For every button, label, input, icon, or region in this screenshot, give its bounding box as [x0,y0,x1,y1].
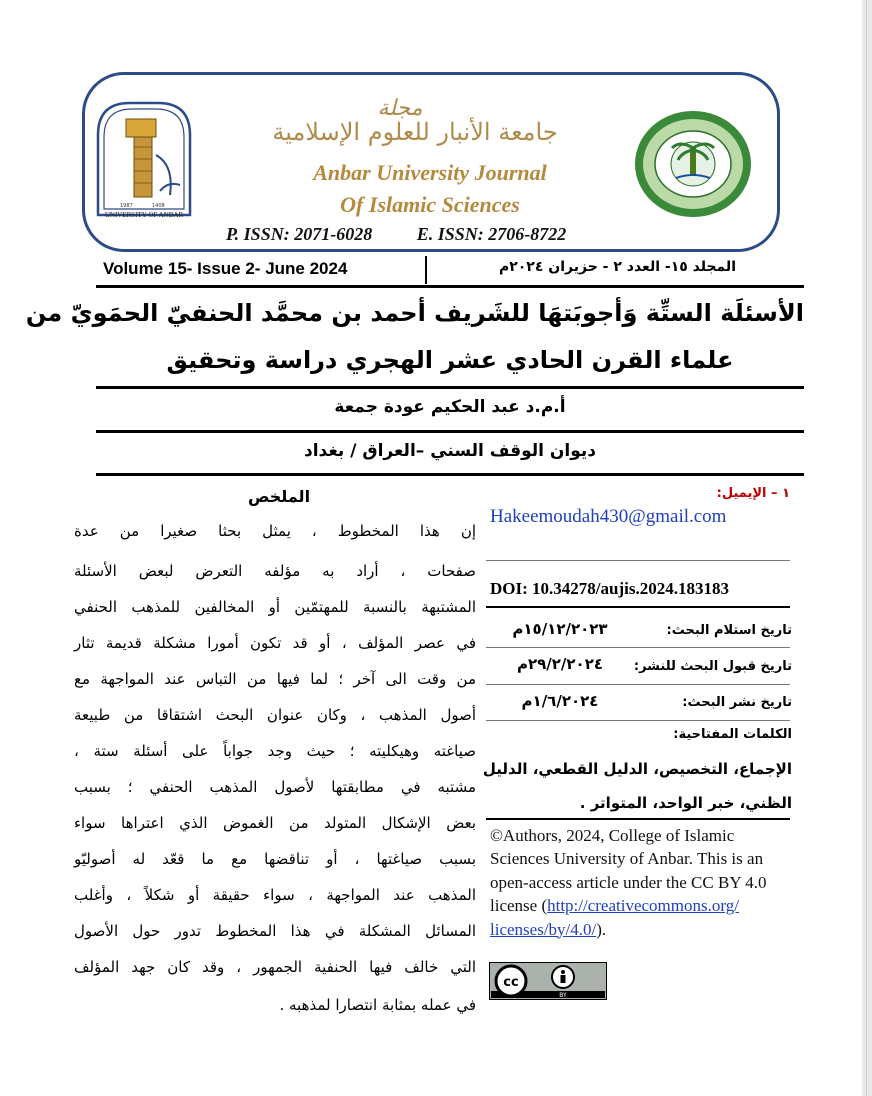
abstract-line: المسائل المشكلة في هذا المخطوط تدور حول الأصول [74,922,476,940]
keywords-line2: الظني، خبر الواحد، المتواتر . [579,794,792,812]
abstract-line: بعض الإشكال المتولد من الغموض الذي اعتراها سواء [74,814,476,832]
electronic-issn: E. ISSN: 2706-8722 [416,224,567,244]
volume-en: Volume 15- Issue 2- June 2024 [103,259,348,278]
print-issn: P. ISSN: 2071-6028 [226,224,373,244]
license-link-line2[interactable]: licenses/by/4.0/ [490,919,597,939]
abstract-line: في عصر المؤلف ، أو قد تكون أمورا مشكلة قديمة تثار [74,634,476,652]
cc-by-license-badge[interactable] [489,962,607,1000]
anbar-university-logo [90,95,198,225]
abstract-line: المذهب عند المواجهة ، سواء حقيقة أو شكلاً ، وأغلب [74,886,476,904]
abstract-line: التي خالف فيها الحنفية الجمهور ، وقد كان جهد المؤلف [74,958,476,976]
logo-left-years-2: 1408 [152,203,165,209]
divider-date-1 [486,647,790,648]
divider-email [486,560,790,561]
journal-title-ar: جامعة الأنبار للعلوم الإسلامية [272,118,558,146]
divider-keywords [486,818,790,820]
paper-title-line2: علماء القرن الحادي عشر الهجري دراسة وتحقيق [166,346,734,374]
logo-left-years-1: 1987 [120,203,133,209]
logo-left-caption: UNIVERSITY OF ANBAR [104,211,184,219]
volume-ar: المجلد ١٥- العدد ٢ - حزيران ٢٠٢٤م [498,259,736,275]
published-date-label: تاريخ نشر البحث: [682,695,792,710]
abstract-line: إن هذا المخطوط ، يمثل بحثا صغيرا من عدة [74,522,476,540]
license-tail: ). [596,919,607,939]
license-link-line1[interactable]: http://creativecommons.org/ [547,896,739,916]
published-date-value: ١/٦/٢٠٢٤م [521,692,599,710]
divider-date-2 [486,684,790,685]
license-text [490,824,790,941]
abstract-line: صفحات ، أراد به مؤلفه التعرض لبعض الأسئلة [74,562,476,580]
author-name: أ.م.د عبد الحكيم عودة جمعة [334,397,566,417]
license-statement: ©Authors, 2024, College of Islamic Sciences University of Anbar. This is an open-access article under the CC BY 4.0 license ( [490,826,767,916]
journal-title-ar-small: مجلة [377,96,423,121]
author-affiliation: ديوان الوقف السني –العراق / بغداد [303,441,597,461]
cc-badge-by-label: BY [559,992,567,999]
keywords-label: الكلمات المفتاحية: [673,727,792,742]
volume-separator [425,256,427,284]
paper-title-line1: الأسئلَة الستِّة وَأجوبَتهَا للشَريف أحمد بن محمَّد الحنفيّ الحمَويّ من [25,299,804,327]
abstract-line: أصول المذهب ، وكان عنوان البحث اشتقاقا من طبيعة [74,706,476,724]
issn-line [226,224,726,245]
journal-title-en-line1: Anbar University Journal [313,160,547,185]
abstract-line: بسبب صياغتها ، أو تناقضها مع ما قعّد له أصوليّو [74,850,476,868]
divider-author [96,430,804,433]
divider-top [96,285,804,288]
divider-doi [486,606,790,608]
keywords-line1: الإجماع، التخصيص، الدليل القطعي، الدليل [482,760,792,778]
abstract-line: المشتبهة بالنسبة للمهتمّين أو المخالفين للمذهب الحنفي [74,598,476,616]
abstract-line: مشتبه في مطابقتها لأصول المذهب الحنفي ؛ بسبب [74,778,476,796]
abstract-heading: الملخص [247,487,311,506]
received-date-value: ١٥/١٢/٢٠٢٣م [512,620,608,638]
divider-title [96,386,804,389]
abstract-line: صياغته وهيكليته ؛ حيث وجد جواباً على أسئلة ستة ، [74,742,476,760]
abstract-line: في عمله بمثابة انتصارا لمذهبه . [279,996,476,1014]
accepted-date-label: تاريخ قبول البحث للنشر: [633,659,792,674]
journal-emblem-logo [632,108,754,220]
email-label: ١ – الإيميل: [716,486,790,501]
svg-text:cc: cc [503,975,519,990]
divider-affiliation [96,473,804,476]
divider-date-3 [486,720,790,721]
doi[interactable]: DOI: 10.34278/aujis.2024.183183 [490,579,729,598]
received-date-label: تاريخ استلام البحث: [666,623,792,638]
accepted-date-value: ٢٩/٢/٢٠٢٤م [516,655,604,673]
author-email-link[interactable]: Hakeemoudah430@gmail.com [490,506,727,527]
journal-title-en-line2: Of Islamic Sciences [340,192,520,217]
abstract-line: من وقت الى آخر ؛ لما فيها من التباس عند المواجهة مع [74,670,476,688]
